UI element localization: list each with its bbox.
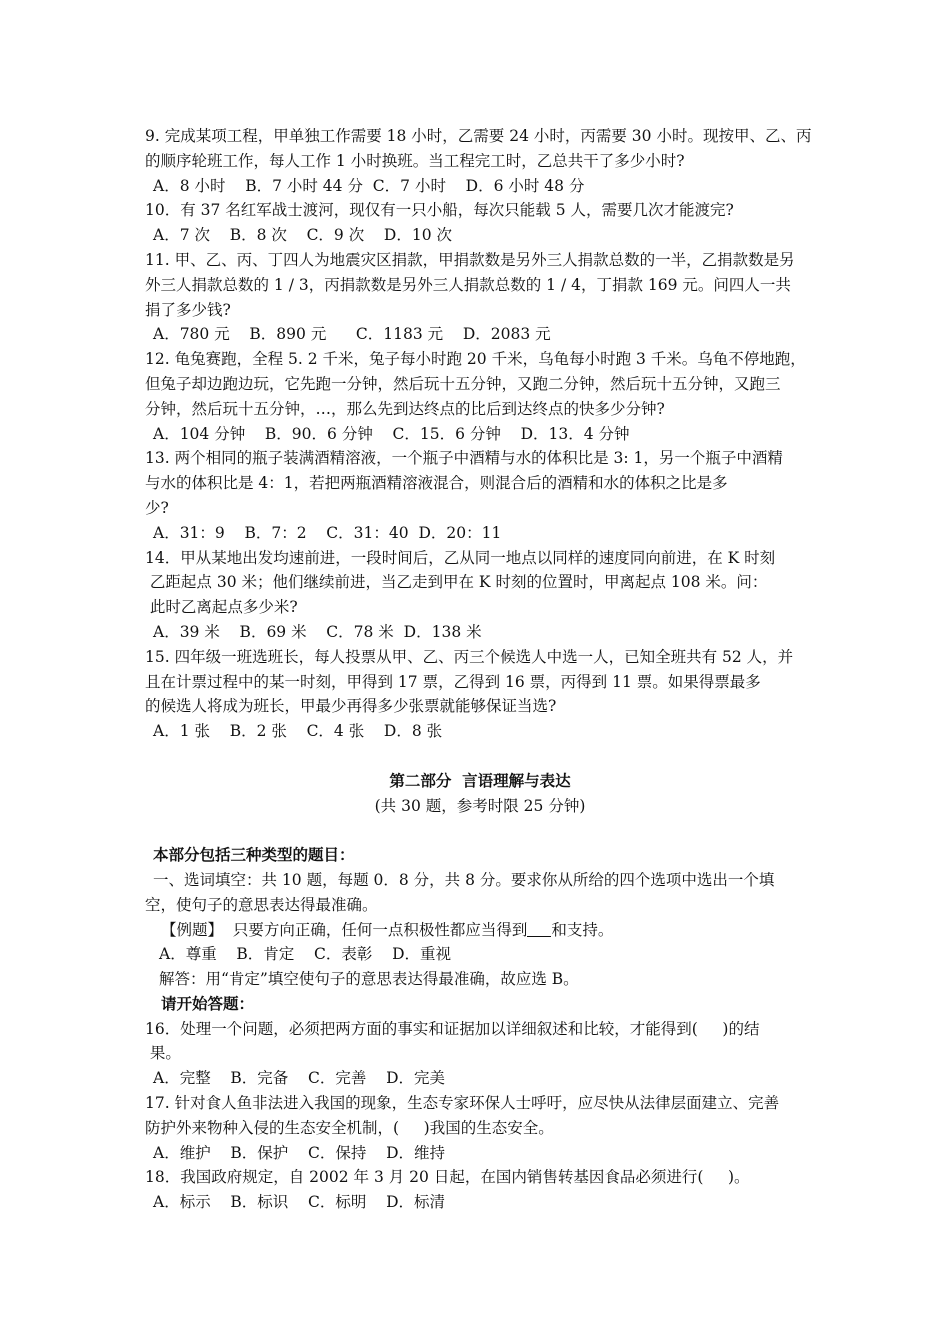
document-page [145, 124, 815, 1215]
q16-text: 16．处理一个问题，必须把两方面的事实和证据加以详细叙述和比较，才能得到( )的结 [145, 1019, 760, 1038]
q11-options: A．780 元 B．890 元 C．1183 元 D．2083 元 [153, 325, 551, 344]
q18-options: A．标示 B．标识 C．标明 D．标清 [153, 1193, 445, 1212]
q9-options: A．8 小时 B．7 小时 44 分 C．7 小时 D．6 小时 48 分 [153, 176, 585, 195]
example-line [145, 918, 815, 943]
q16-options: A．完整 B．完备 C．完善 D．完美 [153, 1069, 445, 1088]
q15-text: 的候选人将成为班长，甲最少再得多少张票就能够保证当选? [145, 697, 557, 716]
q13-text: 与水的体积比是 4：1，若把两瓶酒精溶液混合，则混合后的酒精和水的体积之比是多 [145, 474, 728, 493]
q9-text: 的顺序轮班工作，每人工作 1 小时换班。当工程完工时，乙总共干了多少小时? [145, 151, 685, 170]
q16-text: 果。 [145, 1044, 181, 1063]
intro-heading: 本部分包括三种类型的题目： [153, 845, 355, 865]
q11-text: 捐了多少钱? [145, 300, 231, 319]
section-subtitle: (共 30 题，参考时限 25 分钟) [374, 796, 586, 815]
example-blank [527, 921, 551, 937]
q13-options: A．31：9 B．7：2 C．31：40 D．20：11 [153, 523, 502, 542]
q17-text: 防护外来物种入侵的生态安全机制，( )我国的生态安全。 [145, 1118, 554, 1137]
section-gap [145, 744, 815, 769]
q12-text: 分钟，然后玩十五分钟，…，那么先到达终点的比后到达终点的快多少分钟? [145, 399, 665, 418]
q15-text: 15. 四年级一班选班长，每人投票从甲、乙、丙三个候选人中选一人，已知全班共有 52 人，并 [145, 647, 794, 666]
q18-text: 18．我国政府规定，自 2002 年 3 月 20 日起，在国内销售转基因食品必须进行( )。 [145, 1168, 750, 1187]
q15-options: A．1 张 B．2 张 C．4 张 D．8 张 [153, 722, 443, 741]
intro-rule: 空，使句子的意思表达得最准确。 [145, 895, 378, 914]
start-label: 请开始答题： [161, 993, 255, 1013]
example-answer: 解答：用“肯定”填空使句子的意思表达得最准确，故应选 B。 [159, 970, 579, 989]
q15-text: 且在计票过程中的某一时刻，甲得到 17 票，乙得到 16 票，丙得到 11 票。如果得票最多 [145, 672, 761, 691]
q17-options: A．维护 B．保护 C．保持 D．维持 [153, 1143, 445, 1162]
section-gap [145, 818, 815, 843]
q14-options: A．39 米 B．69 米 C．78 米 D．138 米 [153, 622, 482, 641]
q12-text: 12. 龟兔赛跑，全程 5. 2 千米，兔子每小时跑 20 千米，乌龟每小时跑 3 千米。乌龟不停地跑， [145, 350, 806, 369]
example-text-end: 和支持。 [551, 920, 614, 939]
q11-text: 外三人捐款总数的 1 / 3，丙捐款数是另外三人捐款总数的 1 / 4，丁捐款 169 元。问四人一共 [145, 275, 791, 294]
q10-text: 10．有 37 名红军战士渡河，现仅有一只小船，每次只能载 5 人，需要几次才能渡完? [145, 201, 734, 220]
q13-text: 13. 两个相同的瓶子装满酒精溶液，一个瓶子中酒精与水的体积比是 3: 1，另一个瓶子中酒精 [145, 449, 783, 468]
q13-text: 少? [145, 498, 169, 517]
q11-text: 11. 甲、乙、丙、丁四人为地震灾区捐款，甲捐款数是另外三人捐款总数的一半，乙捐款数是另 [145, 250, 795, 269]
example-options: A．尊重 B．肯定 C．表彰 D．重视 [159, 945, 451, 964]
example-text: 【例题】 只要方向正确，任何一点积极性都应当得到 [161, 920, 528, 939]
q10-options: A．7 次 B．8 次 C．9 次 D．10 次 [153, 226, 453, 245]
q12-text: 但兔子却边跑边玩，它先跑一分钟，然后玩十五分钟，又跑二分钟，然后玩十五分钟，又跑三 [145, 374, 781, 393]
section-title: 第二部分 言语理解与表达 [389, 770, 571, 790]
q12-options: A．104 分钟 B．90．6 分钟 C．15．6 分钟 D．13．4 分钟 [153, 424, 630, 443]
q17-text: 17. 针对食人鱼非法进入我国的现象，生态专家环保人士呼吁，应尽快从法律层面建立、完善 [145, 1094, 780, 1113]
q9-text: 9. 完成某项工程，甲单独工作需要 18 小时，乙需要 24 小时，丙需要 30 小时。现按甲、乙、丙 [145, 127, 812, 145]
q14-text: 14．甲从某地出发均速前进，一段时间后，乙从同一地点以同样的速度同向前进，在 K 时刻 [145, 548, 776, 567]
q14-text: 乙距起点 30 米；他们继续前进，当乙走到甲在 K 时刻的位置时，甲离起点 108 米。问： [145, 573, 768, 592]
intro-rule: 一、选词填空：共 10 题，每题 0．8 分，共 8 分。要求你从所给的四个选项中选出一个填 [153, 870, 775, 889]
q14-text: 此时乙离起点多少米? [145, 598, 298, 617]
